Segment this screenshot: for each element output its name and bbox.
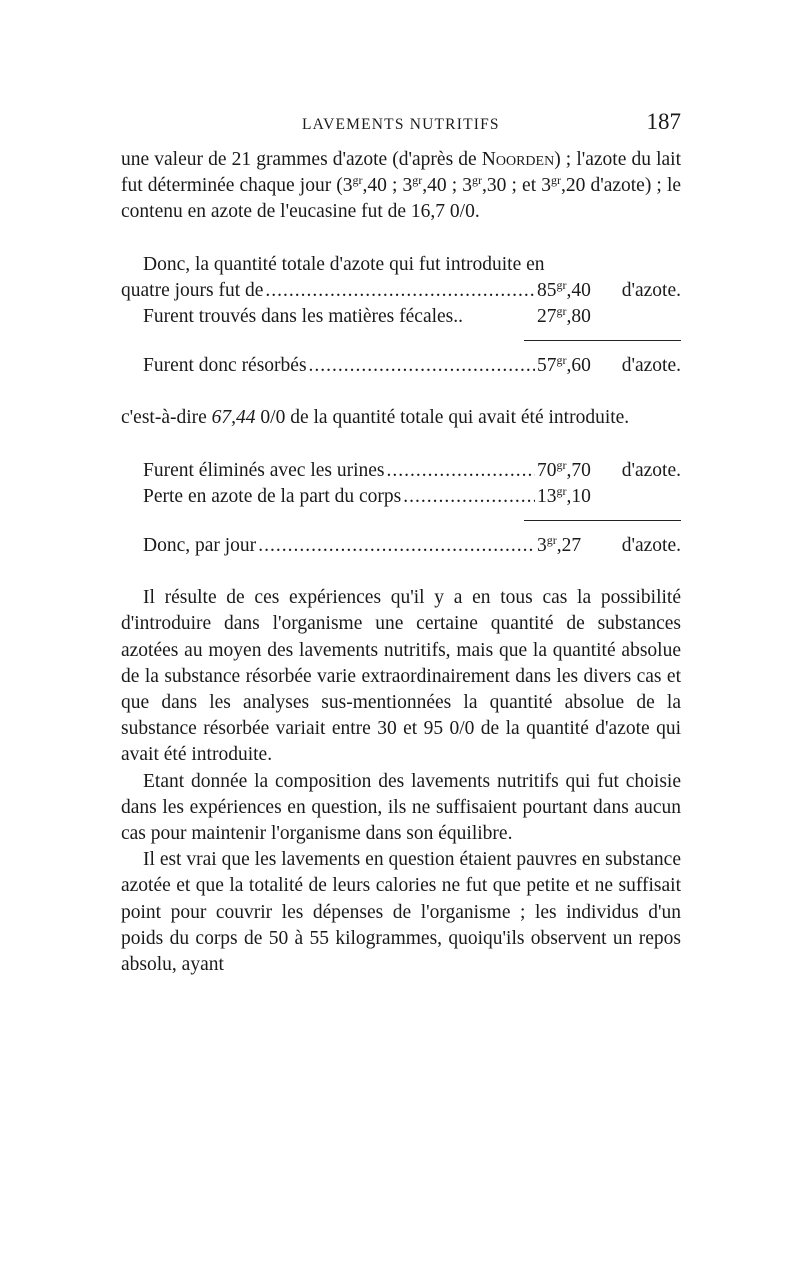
ledger-row-per-day: Donc, par jour ..... $3^{gr},27$ d'azote. — [121, 533, 681, 559]
page-number: 187 — [646, 109, 681, 134]
paragraph-5: Etant donnée la composition des lavements nutritifs qui fut choisie dans les expériences en question, ils ne suffisaient pourtant dans aucun cas pour maintenir l'organisme dans son équilibre. — [121, 770, 681, 845]
paragraph-1: une valeur de 21 grammes d'azote (d'après de Noorden) ; l'azote du lait fut déterminée chaque jour ($3^{gr},40$ ; $3^{gr},40$ ; $3^{gr},30$ ; et $3^{gr},20$ d'azote) ; le contenu en azote de l'eucasine fut de 16,7 0/0. — [121, 149, 682, 223]
ledger-row-urine: Furent éliminés avec les urines ..... $70^{gr},70$ d'azote. — [121, 458, 681, 484]
ledger-row-feces: Furent trouvés dans les matières fécales.. $27^{gr},80$ — [143, 304, 591, 328]
ledger-row-introduced: quatre jours fut de ..... $85^{gr},40$ d'azote. — [121, 278, 681, 304]
leader-dots — [387, 458, 535, 484]
sum-rule — [524, 520, 681, 521]
leader-dots — [403, 484, 535, 510]
paragraph-4: Il résulte de ces expériences qu'il y a en tous cas la possibilité d'introduire dans l'organisme une certaine quantité de substances azotées au moyen des lavements nutritifs, mais que la quantité absolue de la substance résorbée varie extraordinairement dans les divers cas et que dans les analyses sus-mentionnées la quantité absolue de la substance résorbée variait entre 30 et 95 0/0 de la quantité d'azote qui avait été introduite. — [121, 587, 681, 766]
leader-dots — [258, 533, 535, 559]
page-header — [121, 109, 681, 144]
paragraph-6: Il est vrai que les lavements en question étaient pauvres en substance azotée et que la totalité de leurs calories ne fut que petite et ne suffisait point pour couvrir les dépenses de l'organisme ; les individus d'un poids du corps de 50 à 55 kilogrammes, quoiqu'ils observent un repos absolu, ayant — [121, 849, 681, 976]
sum-rule — [524, 340, 681, 341]
paragraph-2: Donc, la quantité totale d'azote qui fut introduite en — [143, 253, 545, 275]
leader-dots — [309, 353, 535, 379]
paragraph-3: c'est-à-dire 67,44 0/0 de la quantité totale qui avait été introduite. — [121, 407, 630, 429]
running-title: LAVEMENTS NUTRITIFS — [302, 116, 500, 133]
author-name: Noorden — [481, 149, 555, 170]
leader-dots — [265, 278, 535, 304]
page-body — [121, 147, 681, 978]
ledger-row-loss: Perte en azote de la part du corps ..... $13^{gr},10$ — [121, 484, 681, 510]
ledger-row-absorbed: Furent donc résorbés ..... $57^{gr},60$ d'azote. — [121, 353, 681, 379]
